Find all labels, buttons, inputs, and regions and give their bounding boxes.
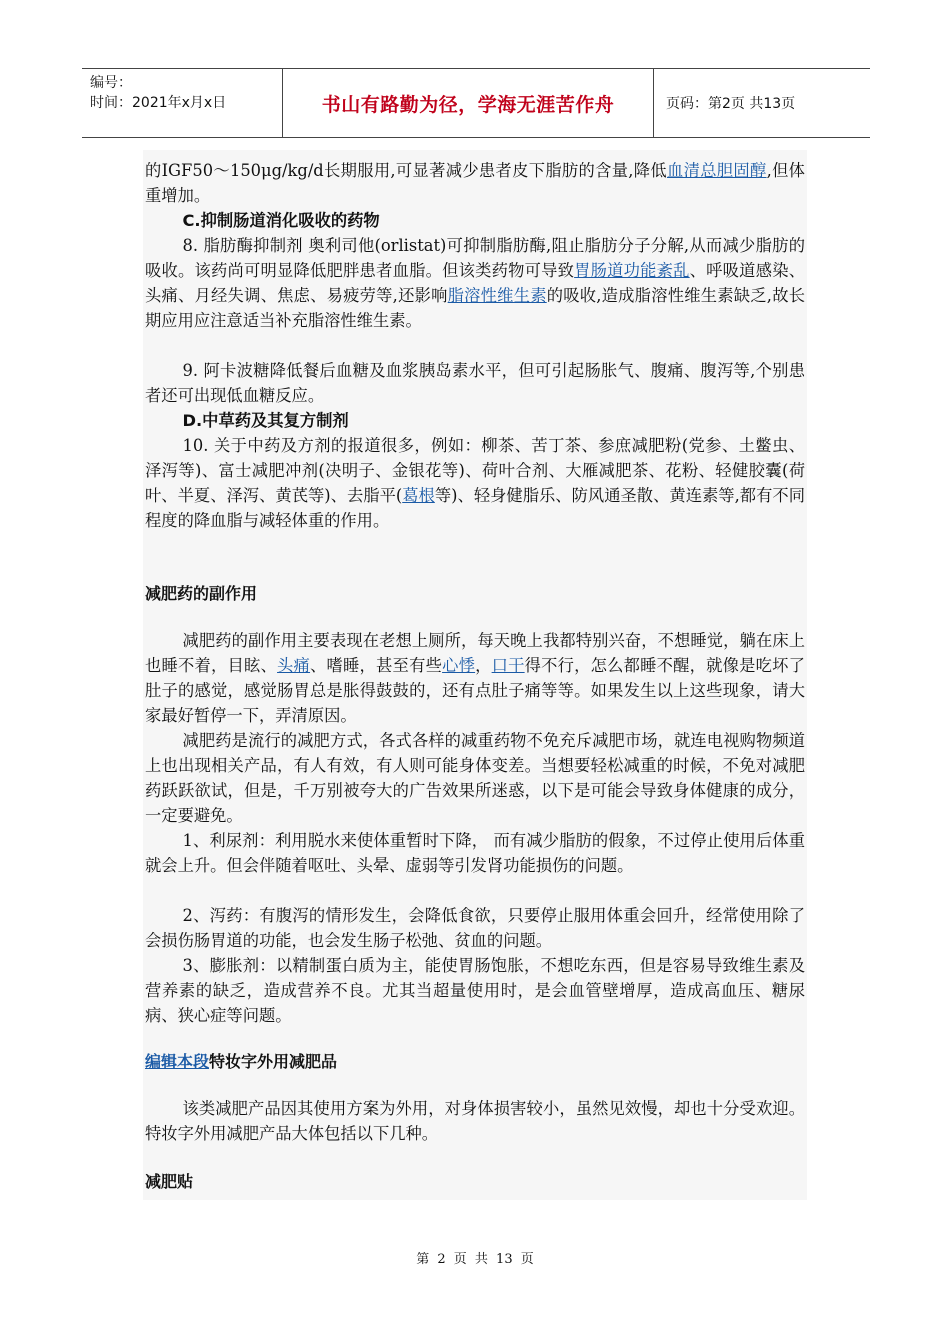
text: 减肥药的副作用主要表现在老想上厕所，每天晚上我都特别兴奋，不想睡觉，躺在床上也睡不着，目眩、: [145, 631, 805, 675]
content-area: [143, 150, 807, 1200]
section-title-side-effects: 减肥药的副作用: [145, 584, 258, 603]
section-title-external-text: 特妆字外用减肥品: [209, 1052, 338, 1071]
text: 、呼吸道感染、头痛、月经失调、焦虑、易疲劳等,还影响: [145, 261, 805, 305]
header-meta: [82, 69, 282, 137]
doc-number-label: 编号：: [90, 75, 132, 91]
text: 10. 关于中药及方剂的报道很多，例如：柳茶、苦丁茶、参庶减肥粉(党参、土鳖虫、泽泻等)、富士减肥冲剂(决明子、金银花等)、荷叶合剂、大雁减肥茶、花粉、轻健胶囊(荷叶、半夏、泽泻、黄芪等)、去脂平(: [145, 436, 805, 505]
link-fat-soluble-vitamins[interactable]: 脂溶性维生素: [447, 286, 547, 305]
heading-d: D.中草药及其复方制剂: [182, 411, 349, 430]
text: 8. 脂肪酶抑制剂 奥利司他(orlistat)可抑制脂肪酶,阻止脂肪分子分解,从而减少脂肪的吸收。该药尚可明显降低肥胖患者血脂。但该类药物可导致: [145, 236, 805, 280]
link-gi-disorder[interactable]: 胃肠道功能紊乱: [574, 261, 690, 280]
paragraph-igf: [145, 158, 805, 208]
edit-section-link[interactable]: 编辑本段: [145, 1052, 210, 1071]
paragraph-8: [145, 233, 805, 333]
header-page-cell: [654, 69, 870, 137]
text: 、嗜睡，甚至有些: [310, 656, 443, 675]
link-pueraria[interactable]: 葛根: [402, 486, 435, 505]
page-footer: 第 2 页 共 13 页: [416, 1252, 534, 1267]
paragraph-bulking-agent: 3、膨胀剂：以精制蛋白质为主，能使胃肠饱胀，不想吃东西，但是容易导致维生素及营养素的缺乏，造成营养不良。尤其当超量使用时，是会血管壁增厚，造成高血压、糖尿病、狭心症等问题。: [145, 956, 805, 1025]
paragraph-10: [145, 433, 805, 533]
header-motto: 书山有路勤为径，学海无涯苦作舟: [321, 93, 615, 116]
text: 的吸收,造成脂溶性维生素缺乏,故长期应用应注意适当补充脂溶性维生素。: [145, 286, 805, 330]
text: 等)、轻身健脂乐、防风通圣散、黄连素等,都有不同程度的降血脂与减轻体重的作用。: [145, 486, 805, 530]
doc-time-label: 时间：2021年x月x日: [90, 95, 227, 111]
header-page-label: 页码：第2页 共13页: [666, 96, 796, 112]
section-title-patch: 减肥贴: [145, 1172, 194, 1191]
paragraph-diuretic: 1、利尿剂：利用脱水来使体重暂时下降， 而有减少脂肪的假象，不过停止使用后体重就会上升。但会伴随着呕吐、头晕、虚弱等引发肾功能损伤的问题。: [145, 831, 805, 875]
paragraph-9: 9. 阿卡波糖降低餐后血糖及血浆胰岛素水平，但可引起肠胀气、腹痛、腹泻等,个别患者还可出现低血糖反应。: [145, 361, 805, 405]
paragraph-side-effects-1: [145, 628, 805, 728]
text: 的IGF50～150μg/kg/d长期服用,可显著减少患者皮下脂肪的含量,降低: [145, 161, 667, 180]
paragraph-external: 该类减肥产品因其使用方案为外用，对身体损害较小，虽然见效慢，却也十分受欢迎。特妆字外用减肥产品大体包括以下几种。: [145, 1099, 805, 1143]
link-dry-mouth[interactable]: 口干: [491, 656, 525, 675]
paragraph-laxative: 2、泻药：有腹泻的情形发生，会降低食欲，只要停止服用体重会回升，经常使用除了会损伤肠胃道的功能，也会发生肠子松弛、贫血的问题。: [145, 906, 805, 950]
heading-c: C.抑制肠道消化吸收的药物: [182, 211, 380, 230]
link-serum-cholesterol[interactable]: 血清总胆固醇: [667, 161, 767, 180]
text: ，: [475, 656, 492, 675]
link-headache[interactable]: 头痛: [277, 656, 311, 675]
text: 得不行，怎么都睡不醒，就像是吃坏了肚子的感觉，感觉肠胃总是胀得鼓鼓的，还有点肚子痛等等。如果发生以上这些现象，请大家最好暂停一下，弄清原因。: [145, 656, 805, 725]
section-title-external: [145, 1049, 805, 1072]
link-palpitation[interactable]: 心悸: [442, 656, 476, 675]
page-header: [82, 68, 870, 138]
header-motto-cell: [282, 69, 654, 137]
text: ,但体重增加。: [145, 161, 805, 205]
paragraph-side-effects-2: 减肥药是流行的减肥方式，各式各样的减重药物不免充斥减肥市场，就连电视购物频道上也出现相关产品，有人有效，有人则可能身体变差。当想要轻松减重的时候，不免对减肥药跃跃欲试，但是，千万别被夸大的广告效果所迷惑，以下是可能会导致身体健康的成分，一定要避免。: [145, 731, 805, 825]
